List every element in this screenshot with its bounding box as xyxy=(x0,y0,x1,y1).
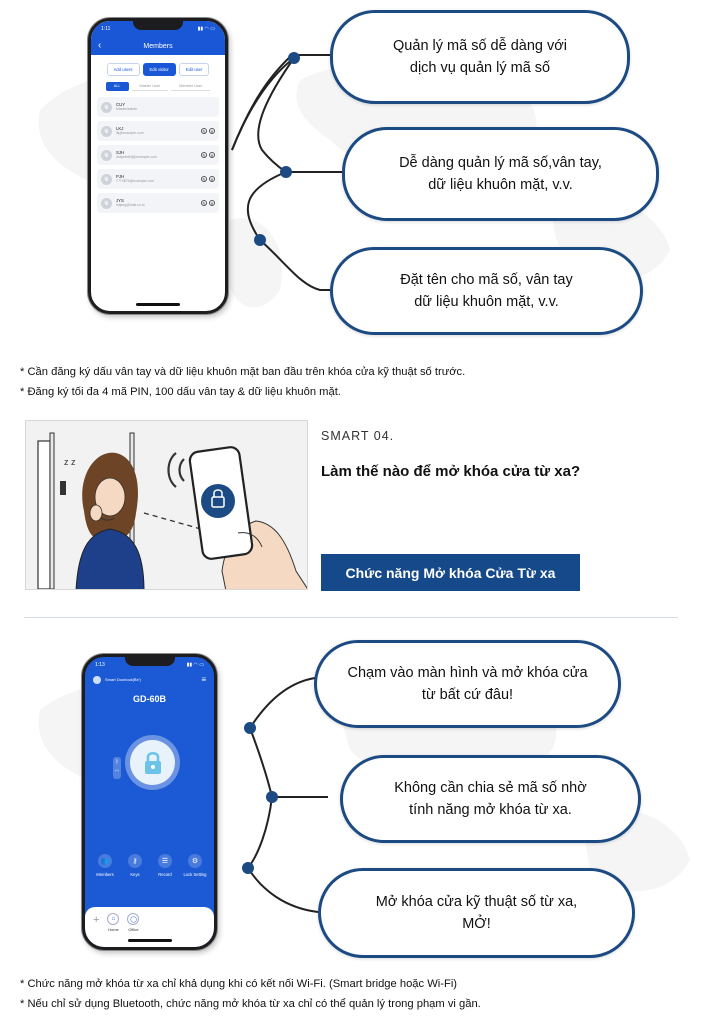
office-icon: ◯ xyxy=(127,913,139,925)
filter-member-user[interactable]: Member User xyxy=(171,82,210,91)
crown-icon: ♛ xyxy=(101,126,112,137)
note-line: * Nếu chỉ sử dụng Bluetooth, chức năng mở khóa từ xa chỉ có thể quản lý trong phạm vi gần. xyxy=(20,998,481,1010)
home-icon: ⌂ xyxy=(107,913,119,925)
member-name: LKJ xyxy=(116,126,124,132)
settings-icon: ⚙ xyxy=(188,854,202,868)
member-email: dhkjsdhfkfj@example.com xyxy=(116,155,157,160)
bubble-text-line: từ bất cứ đâu! xyxy=(421,687,514,703)
crown-icon: ♛ xyxy=(101,102,112,113)
status-icons: ▮▮ ◠ ▭ xyxy=(186,662,204,668)
member-name: CUY xyxy=(116,102,126,108)
filter-master-user[interactable]: Master User xyxy=(132,82,169,91)
notes-top xyxy=(20,362,465,402)
bubble-text-line: Dễ dàng quản lý mã số,vân tay, xyxy=(399,154,602,171)
bubble-text-line: Chạm vào màn hình và mở khóa cửa xyxy=(347,664,588,681)
delete-icon[interactable]: ✕ xyxy=(210,200,214,206)
status-icons: ▮▮ ◠ ▭ xyxy=(197,26,215,32)
feature-bubble-remote-open xyxy=(318,868,635,958)
member-email: lkj@example.com xyxy=(116,131,144,136)
bubble-text-line: Quản lý mã số dễ dàng với xyxy=(393,37,567,54)
member-name: SJH xyxy=(116,150,125,156)
member-email: 7774876@example.com xyxy=(116,179,154,184)
menu-icon[interactable]: ≡ xyxy=(201,675,206,684)
member-name: JYS xyxy=(116,198,124,204)
action-label: Keys xyxy=(130,872,140,877)
record-icon: ☰ xyxy=(158,854,172,868)
notes-bottom xyxy=(20,974,481,1014)
remote-unlock-illustration xyxy=(25,420,308,590)
feature-bubble-touch-unlock xyxy=(314,640,621,728)
tray-label: Office xyxy=(128,927,139,932)
crown-icon: ♛ xyxy=(101,150,112,161)
crown-icon: ♛ xyxy=(101,198,112,209)
connection-icons: ᛒ ◠ xyxy=(113,757,121,779)
status-time: 1:11 xyxy=(101,26,111,32)
device-name: GD-60B xyxy=(132,694,166,704)
delete-icon[interactable]: ✕ xyxy=(210,128,214,134)
edit-visitor-tab[interactable]: Edit visitor xyxy=(143,63,176,76)
phone-notch xyxy=(133,21,183,30)
member-name: PJH xyxy=(116,174,125,180)
bubble-text-line: dữ liệu khuôn mặt, v.v. xyxy=(428,177,573,193)
tray-label: Home xyxy=(108,927,119,932)
bubble-text-line: dữ liệu khuôn mặt, v.v. xyxy=(414,294,559,310)
delete-icon[interactable]: ✕ xyxy=(210,152,214,158)
edit-icon[interactable]: ✎ xyxy=(202,128,206,134)
back-arrow-icon[interactable]: ‹ xyxy=(98,40,102,51)
action-label: Record xyxy=(158,872,172,877)
bubble-text-line: Mở khóa cửa kỹ thuật số từ xa, xyxy=(375,893,578,910)
bubble-text-line: tính năng mở khóa từ xa. xyxy=(409,802,572,818)
illustration-drawing xyxy=(26,421,308,590)
action-label: Lock Setting xyxy=(183,872,207,877)
edit-icon[interactable]: ✎ xyxy=(202,176,206,182)
smart-section-title: Làm thế nào để mở khóa cửa từ xa? xyxy=(321,463,581,480)
user-line: Smart Doorlock(Be') xyxy=(105,677,141,682)
note-line: * Chức năng mở khóa từ xa chỉ khả dụng khi có kết nối Wi-Fi. (Smart bridge hoặc Wi-Fi) xyxy=(20,978,458,990)
edit-icon[interactable]: ✎ xyxy=(202,152,206,158)
members-icon: 👥 xyxy=(98,854,112,868)
edit-icon[interactable]: ✎ xyxy=(202,200,206,206)
action-label: Members xyxy=(96,872,114,877)
crown-icon: ♛ xyxy=(101,174,112,185)
section-divider xyxy=(24,617,678,618)
add-location-icon[interactable]: + xyxy=(93,914,100,926)
key-icon: ⚷ xyxy=(128,854,142,868)
phone-notch xyxy=(125,657,175,666)
bubble-text-line: dịch vụ quản lý mã số xyxy=(409,60,551,76)
feature-bubble-naming xyxy=(330,247,643,335)
bubble-text-line: MỞ! xyxy=(462,916,491,932)
feature-bubble-pin-management xyxy=(330,10,630,104)
status-time: 1:13 xyxy=(95,662,105,668)
bubble-text-line: Không cần chia sẻ mã số nhờ xyxy=(394,779,587,796)
edit-user-tab[interactable]: Edit user xyxy=(179,63,210,76)
member-email: Master/admin xyxy=(116,107,138,112)
feature-bubble-no-share xyxy=(340,755,641,843)
note-line: * Đăng ký tối đa 4 mã PIN, 100 dấu vân tay & dữ liệu khuôn mặt. xyxy=(20,386,341,398)
sleep-zz-label: z z xyxy=(64,457,76,467)
add-users-tab[interactable]: Add users xyxy=(107,63,140,76)
filter-all[interactable]: ALL xyxy=(106,82,129,91)
note-line: * Cần đăng ký dấu vân tay và dữ liệu khuôn mặt ban đầu trên khóa cửa kỹ thuật số trước. xyxy=(20,366,466,378)
feature-bubble-fingerprint-face xyxy=(342,127,659,221)
delete-icon[interactable]: ✕ xyxy=(210,176,214,182)
remote-unlock-feature-banner: Chức năng Mở khóa Cửa Từ xa xyxy=(321,554,580,591)
bubble-text-line: Đặt tên cho mã số, vân tay xyxy=(400,271,573,288)
smart-section-label: SMART 04. xyxy=(321,429,395,443)
member-email: ndjsng@naki.co.kr xyxy=(116,203,145,208)
page-title: Members xyxy=(143,42,173,50)
